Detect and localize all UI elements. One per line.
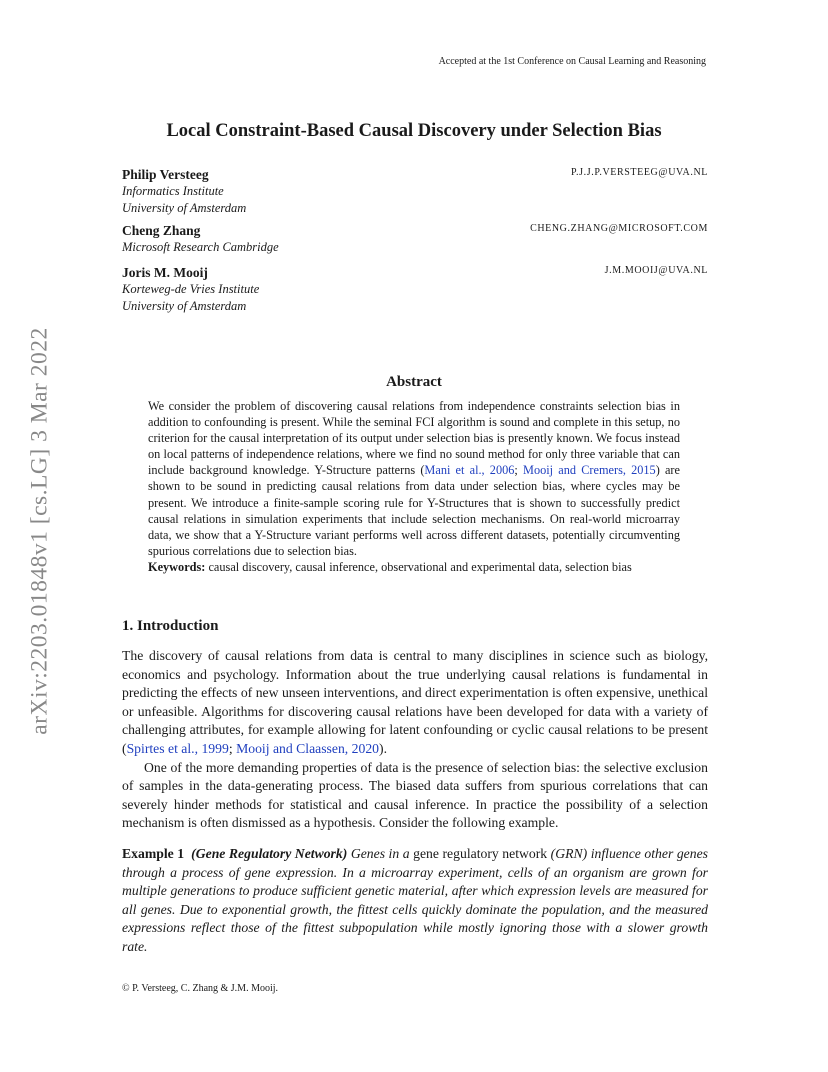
keywords-label: Keywords: <box>148 559 206 574</box>
author-name: Joris M. Mooij <box>122 265 208 280</box>
conference-note: Accepted at the 1st Conference on Causal Learning and Reasoning <box>438 56 706 67</box>
paragraph: The discovery of causal relations from data is central to many disciplines in science such as biology, economics and psychology. Information about the true underlying causal relations is fundamental in predicting the effects of new unseen interventions, and direct experimentation is often expensive, unethical or unfeasible. Algorithms for discovering causal relations have been developed for data with a variety of challenging attributes, for example allowing for latent confounding or cyclic causal relations to be present (Spirtes et al., 1999; Mooij and Claassen, 2020). <box>122 648 708 756</box>
author-affiliation: University of Amsterdam <box>122 299 247 313</box>
section-heading: 1. Introduction <box>122 618 219 634</box>
abstract-body <box>148 398 680 575</box>
author-block <box>122 166 708 217</box>
author-affiliation: Microsoft Research Cambridge <box>122 240 279 254</box>
example-label: Example 1 <box>122 846 185 861</box>
copyright-footer: © P. Versteeg, C. Zhang & J.M. Mooij. <box>122 983 279 994</box>
arxiv-stamp <box>20 296 60 766</box>
author-affiliation: Korteweg-de Vries Institute <box>122 282 260 296</box>
author-email[interactable]: CHENG.ZHANG@MICROSOFT.COM <box>530 223 708 234</box>
author-affiliation: Informatics Institute <box>122 184 224 198</box>
author-name: Philip Versteeg <box>122 167 209 182</box>
paper-title: Local Constraint-Based Causal Discovery under Selection Bias <box>166 121 662 141</box>
paragraph: One of the more demanding properties of data is the presence of selection bias: the selective exclusion of samples in the data-generating process. The biased data suffers from spurious correlations that can severely hinder methods for statistical and causal inference. In practice the possibility of a selection mechanism is often dismissed as a hypothesis. Consider the following example. <box>122 759 708 831</box>
introduction-body <box>122 647 708 833</box>
author-name: Cheng Zhang <box>122 223 201 238</box>
citation-link[interactable]: Mooij and Cremers, 2015 <box>523 463 656 478</box>
author-email[interactable]: J.M.MOOIJ@UVA.NL <box>604 265 708 276</box>
abstract-paragraph: We consider the problem of discovering causal relations from independence constraints selection bias in addition to confounding is present. While the seminal FCI algorithm is sound and complete in this setup, no criterion for the causal interpretation of its output under selection bias is presently known. We focus instead on local patterns of independence relations, where we find no sound method for only three variable that can include background knowledge. Y-Structure patterns (Mani et al., 2006; Mooij and Cremers, 2015) are shown to be sound in predicting causal relations from data under selection bias, where cycles may be present. We introduce a finite-sample scoring rule for Y-Structures that is shown to successfully predict causal relations in simulation experiments that include selection mechanisms. On real-world microarray data, we show that a Y-Structure variant performs well across different datasets, potentially circumventing spurious correlations due to selection bias. <box>148 399 680 558</box>
author-email[interactable]: P.J.J.P.VERSTEEG@UVA.NL <box>570 167 708 178</box>
example-name: (Gene Regulatory Network) <box>191 846 348 861</box>
example-term: gene regulatory network <box>413 846 548 861</box>
keywords <box>148 559 680 575</box>
author-affiliation: University of Amsterdam <box>122 201 247 215</box>
example-block: Example 1 (Gene Regulatory Network) Genes in a gene regulatory network (GRN) influence other genes through a process of gene expression. In a microarray experiment, cells of an organism are grown for multiple generations to produce sufficient genetic material, after which expression levels are measured for all genes. Due to exponential growth, the fittest cells quickly dominate the population, and the measured expressions reflect those of the fittest subpopulation while mostly ignoring those with a slower growth rate. <box>122 846 708 954</box>
keywords-list: causal discovery, causal inference, observational and experimental data, selection bias <box>208 559 632 574</box>
citation-link[interactable]: Spirtes et al., 1999 <box>126 740 229 756</box>
citation-link[interactable]: Mani et al., 2006 <box>424 463 515 478</box>
author-block <box>122 222 708 256</box>
abstract-heading: Abstract <box>386 374 442 390</box>
author-block <box>122 264 708 315</box>
citation-link[interactable]: Mooij and Claassen, 2020 <box>236 740 380 756</box>
arxiv-id: arXiv:2203.01848v1 [cs.LG] 3 Mar 2022 <box>26 327 53 735</box>
